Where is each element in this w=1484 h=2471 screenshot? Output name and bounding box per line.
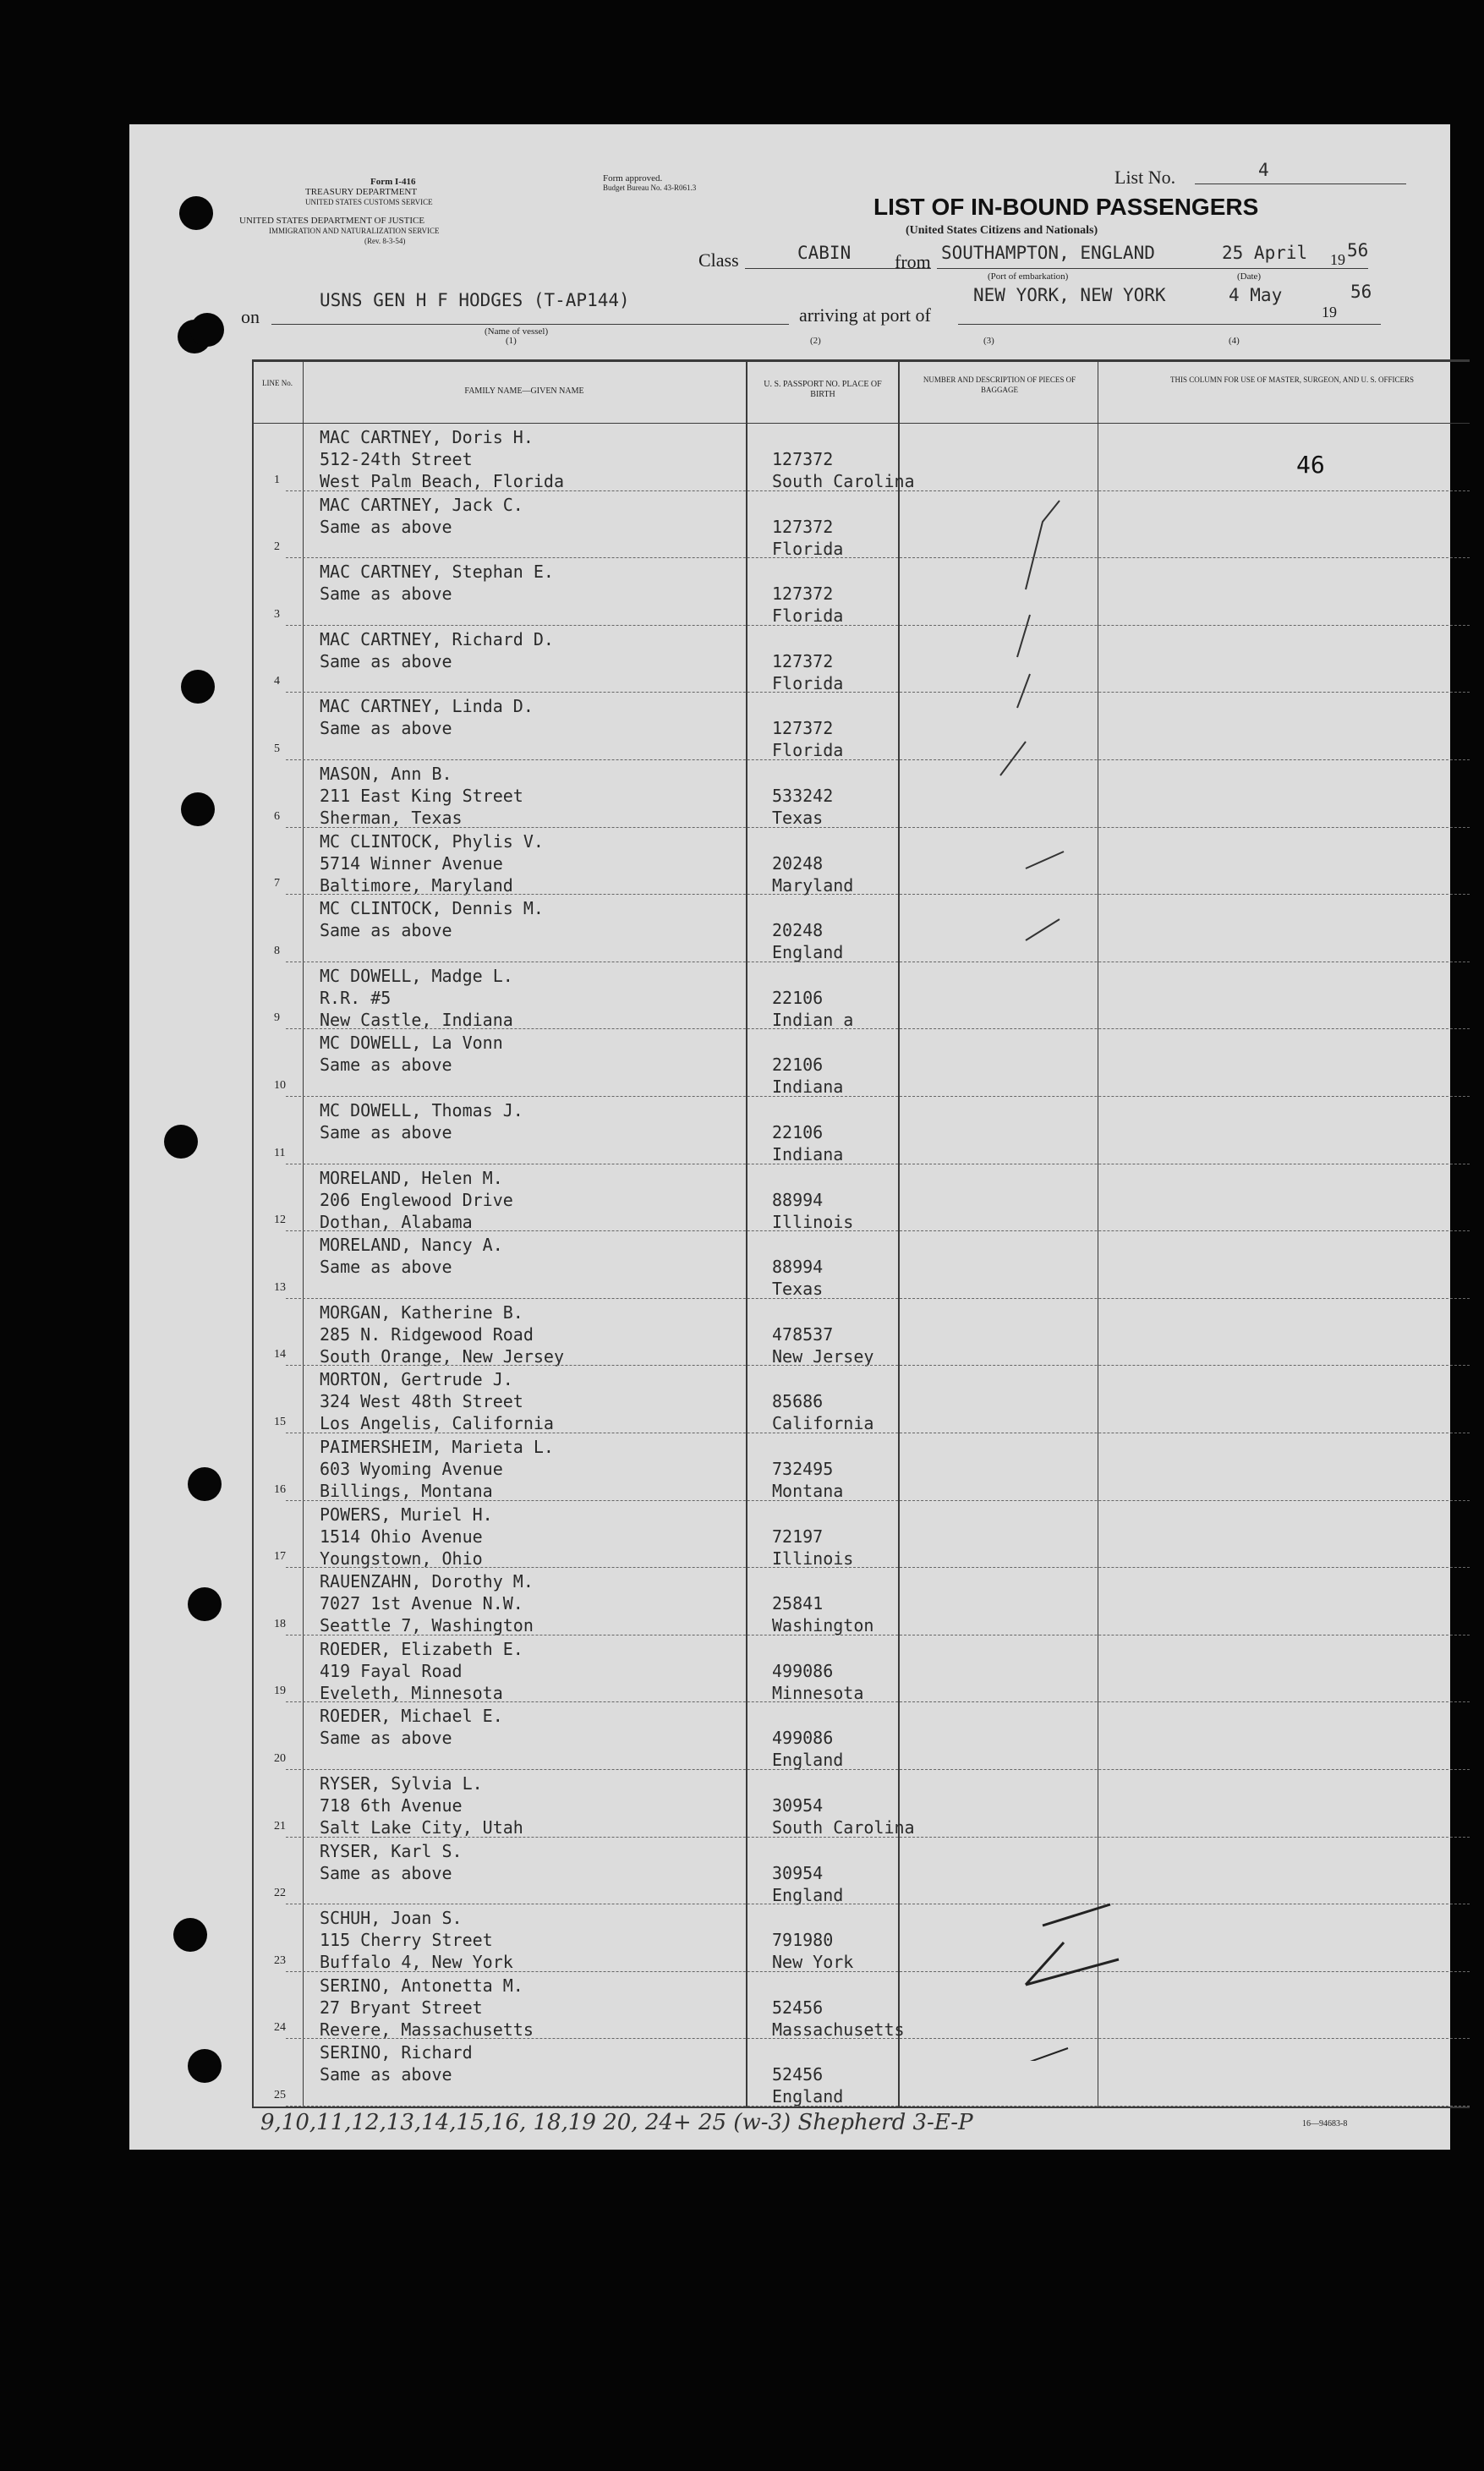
passport-number: 22106 <box>772 1055 824 1076</box>
place-of-birth: England <box>772 1884 844 1905</box>
check-marks <box>992 496 1161 2061</box>
passenger-list-form <box>129 124 1450 2150</box>
passenger-name: ROEDER, Elizabeth E. <box>320 1638 523 1659</box>
passenger-address: 419 Fayal Road <box>320 1660 463 1681</box>
passenger-address: 115 Cherry Street <box>320 1930 493 1951</box>
passenger-name: RYSER, Karl S. <box>320 1840 463 1861</box>
table-row <box>252 1636 1470 1704</box>
line-number: 24 <box>274 2021 286 2035</box>
passenger-address: Same as above <box>320 1728 452 1749</box>
row-divider <box>286 827 1470 828</box>
passenger-address: 7027 1st Avenue N.W. <box>320 1593 523 1614</box>
arrival-year-prefix: 19 <box>1322 304 1337 321</box>
table-top-border <box>252 359 1470 362</box>
passenger-address: Seattle 7, Washington <box>320 1615 534 1636</box>
passport-number: 25841 <box>772 1593 824 1614</box>
column-2-number: (2) <box>810 336 821 346</box>
passport-number: 30954 <box>772 1795 824 1816</box>
line-number: 11 <box>274 1146 286 1159</box>
punch-hole <box>190 313 224 347</box>
passenger-address: 718 6th Avenue <box>320 1795 463 1816</box>
from-underline <box>937 268 1368 269</box>
row-divider <box>286 1230 1470 1231</box>
table-row <box>252 2040 1470 2107</box>
passport-number: 30954 <box>772 1862 824 1883</box>
row-divider <box>286 625 1470 626</box>
line-number: 14 <box>274 1348 286 1362</box>
passenger-name: SCHUH, Joan S. <box>320 1908 463 1929</box>
passenger-name: MAC CARTNEY, Stephan E. <box>320 562 554 583</box>
row-divider <box>286 692 1470 693</box>
table-row <box>252 1569 1470 1636</box>
line-number: 23 <box>274 1953 286 1967</box>
handwritten-footer-note: 9,10,11,12,13,14,15,16, 18,19 20, 24+ 25 (w-3) Shepherd 3-E-P <box>260 2110 973 2135</box>
passenger-address: South Orange, New Jersey <box>320 1345 564 1367</box>
passenger-address: 27 Bryant Street <box>320 1997 483 2018</box>
passport-number: 20248 <box>772 920 824 941</box>
row-divider <box>286 894 1470 895</box>
place-of-birth: New York <box>772 1952 854 1973</box>
place-of-birth: Illinois <box>772 1548 854 1569</box>
passenger-address: Youngstown, Ohio <box>320 1548 483 1569</box>
punch-hole <box>164 1125 198 1159</box>
place-of-birth: New Jersey <box>772 1345 874 1367</box>
line-number: 15 <box>274 1415 286 1428</box>
punch-hole <box>188 1467 222 1501</box>
column-1-number: (1) <box>506 336 517 346</box>
place-of-birth: Texas <box>772 1279 824 1300</box>
passenger-name: MORELAND, Nancy A. <box>320 1235 503 1256</box>
passenger-address: Same as above <box>320 1862 452 1883</box>
revision-label: (Rev. 8-3-54) <box>364 237 406 245</box>
date-caption: (Date) <box>1237 271 1262 282</box>
passenger-address: 603 Wyoming Avenue <box>320 1459 503 1479</box>
place-of-birth: Florida <box>772 740 844 761</box>
passport-number: 52456 <box>772 1997 824 2018</box>
passenger-address: Baltimore, Maryland <box>320 874 513 896</box>
passport-number: 533242 <box>772 786 834 806</box>
passenger-name: MC DOWELL, La Vonn <box>320 1033 503 1054</box>
arrival-underline <box>958 324 1381 325</box>
arrival-port: NEW YORK, NEW YORK <box>973 285 1166 305</box>
passport-number: 127372 <box>772 449 834 469</box>
passenger-address: Revere, Massachusetts <box>320 2019 534 2040</box>
passenger-name: MAC CARTNEY, Linda D. <box>320 696 534 717</box>
passenger-name: MC DOWELL, Thomas J. <box>320 1100 523 1120</box>
punch-hole <box>188 2049 222 2083</box>
table-row <box>252 1165 1470 1233</box>
passenger-address: Dothan, Alabama <box>320 1211 473 1232</box>
punch-hole <box>188 1587 222 1621</box>
passenger-name: PAIMERSHEIM, Marieta L. <box>320 1437 554 1457</box>
form-number: Form I-416 <box>370 177 416 187</box>
place-of-birth: Florida <box>772 605 844 627</box>
passenger-name: RYSER, Sylvia L. <box>320 1773 483 1794</box>
row-divider <box>286 1769 1470 1770</box>
passenger-name: RAUENZAHN, Dorothy M. <box>320 1571 534 1592</box>
table-row <box>252 492 1470 560</box>
passport-number: 127372 <box>772 516 834 537</box>
line-number: 25 <box>274 2088 286 2101</box>
passenger-address: Same as above <box>320 1122 452 1142</box>
passenger-address: Same as above <box>320 718 452 739</box>
passenger-address: Same as above <box>320 920 452 941</box>
line-number: 9 <box>274 1011 280 1025</box>
passenger-address: Eveleth, Minnesota <box>320 1682 503 1703</box>
approved-label: Form approved. <box>603 173 663 184</box>
passenger-address: 206 Englewood Drive <box>320 1189 513 1210</box>
passenger-address: Los Angelis, California <box>320 1413 554 1434</box>
class-label: Class <box>698 249 739 271</box>
passenger-name: MC CLINTOCK, Phylis V. <box>320 830 544 852</box>
line-number: 1 <box>274 473 280 486</box>
passenger-address: Same as above <box>320 1257 452 1278</box>
line-number: 17 <box>274 1550 286 1564</box>
line-number: 16 <box>274 1482 286 1496</box>
passenger-address: 324 West 48th Street <box>320 1391 523 1412</box>
on-label: on <box>241 306 260 327</box>
line-number: 6 <box>274 809 280 823</box>
passenger-address: Same as above <box>320 2064 452 2085</box>
vessel-caption: (Name of vessel) <box>485 326 549 337</box>
arrival-date: 4 May <box>1229 285 1283 305</box>
table-row <box>252 1771 1470 1838</box>
place-of-birth: South Carolina <box>772 1817 915 1838</box>
passenger-name: MAC CARTNEY, Jack C. <box>320 494 523 515</box>
passenger-address: 285 N. Ridgewood Road <box>320 1323 534 1345</box>
passenger-name: MORELAND, Helen M. <box>320 1167 503 1188</box>
passport-number: 499086 <box>772 1728 834 1749</box>
place-of-birth: Indiana <box>772 1144 844 1164</box>
passport-number: 88994 <box>772 1189 824 1210</box>
passenger-address: Same as above <box>320 1055 452 1076</box>
place-of-birth: Indian a <box>772 1009 854 1030</box>
table-row <box>252 627 1470 694</box>
table-row <box>252 693 1470 761</box>
arrival-year: 56 <box>1350 282 1372 302</box>
table-row <box>252 1232 1470 1300</box>
ins-label: IMMIGRATION AND NATURALIZATION SERVICE <box>269 227 440 235</box>
line-number: 22 <box>274 1887 286 1900</box>
line-number: 8 <box>274 944 280 957</box>
passenger-address: R.R. #5 <box>320 987 392 1008</box>
passport-number: 127372 <box>772 650 834 671</box>
row-divider <box>286 1096 1470 1097</box>
table-row <box>252 829 1470 896</box>
table-row <box>252 1502 1470 1570</box>
passenger-address: Same as above <box>320 584 452 605</box>
passenger-address: Salt Lake City, Utah <box>320 1817 523 1838</box>
place-of-birth: Massachusetts <box>772 2019 905 2040</box>
table-row <box>252 425 1470 492</box>
row-divider <box>286 2038 1470 2039</box>
passenger-name: MC DOWELL, Madge L. <box>320 965 513 986</box>
passenger-address: Billings, Montana <box>320 1481 493 1501</box>
passport-number: 732495 <box>772 1459 834 1479</box>
table-row <box>252 1838 1470 1906</box>
row-divider <box>286 1567 1470 1568</box>
column-4-number: (4) <box>1229 336 1240 346</box>
row-divider <box>286 1298 1470 1299</box>
table-row <box>252 1367 1470 1434</box>
customs-label: UNITED STATES CUSTOMS SERVICE <box>305 198 433 206</box>
header-name: FAMILY NAME—GIVEN NAME <box>464 386 584 396</box>
header-passport: U. S. PASSPORT NO. PLACE OF BIRTH <box>764 380 882 399</box>
place-of-birth: Florida <box>772 538 844 559</box>
passport-number: 791980 <box>772 1930 834 1951</box>
passport-number: 88994 <box>772 1257 824 1278</box>
passport-number: 20248 <box>772 852 824 874</box>
embarkation-date: 25 April <box>1222 243 1308 263</box>
punch-hole <box>173 1918 207 1952</box>
passenger-address: New Castle, Indiana <box>320 1009 513 1030</box>
row-divider <box>286 557 1470 558</box>
from-label: from <box>895 251 931 272</box>
place-of-birth: Texas <box>772 808 824 828</box>
table-row <box>252 1030 1470 1098</box>
embarkation-year: 56 <box>1347 240 1369 260</box>
list-no-value: 4 <box>1258 160 1269 180</box>
punch-hole <box>181 670 215 704</box>
table-row <box>252 1098 1470 1165</box>
passport-number: 127372 <box>772 584 834 605</box>
embarkation-port: SOUTHAMPTON, ENGLAND <box>941 243 1155 263</box>
vessel-underline <box>271 324 789 325</box>
table-row <box>252 1973 1470 2041</box>
place-of-birth: Washington <box>772 1615 874 1636</box>
treasury-label: TREASURY DEPARTMENT <box>305 187 418 197</box>
place-of-birth: California <box>772 1413 874 1434</box>
row-divider <box>286 1028 1470 1029</box>
line-number: 19 <box>274 1685 286 1698</box>
passenger-name: SERINO, Richard <box>320 2042 473 2063</box>
table-row <box>252 1703 1470 1771</box>
place-of-birth: England <box>772 942 844 963</box>
arriving-label: arriving at port of <box>799 304 931 326</box>
table-row <box>252 963 1470 1031</box>
justice-label: UNITED STATES DEPARTMENT OF JUSTICE <box>239 216 425 226</box>
place-of-birth: South Carolina <box>772 471 915 491</box>
passenger-name: ROEDER, Michael E. <box>320 1706 503 1727</box>
table-row <box>252 1434 1470 1502</box>
header-officers: THIS COLUMN FOR USE OF MASTER, SURGEON, AND U. S. OFFICERS <box>1169 375 1415 384</box>
table-row <box>252 896 1470 963</box>
passport-number: 127372 <box>772 718 834 739</box>
row-divider <box>286 1500 1470 1501</box>
line-number: 13 <box>274 1280 286 1294</box>
place-of-birth: Minnesota <box>772 1682 864 1703</box>
passport-number: 72197 <box>772 1526 824 1547</box>
line-number: 12 <box>274 1214 286 1227</box>
place-of-birth: England <box>772 2086 844 2107</box>
line-number: 5 <box>274 742 280 755</box>
form-title: LIST OF IN-BOUND PASSENGERS <box>873 194 1259 220</box>
passenger-name: MASON, Ann B. <box>320 764 452 784</box>
passenger-name: MAC CARTNEY, Richard D. <box>320 628 554 649</box>
budget-label: Budget Bureau No. 43-R061.3 <box>603 184 697 192</box>
line-number: 7 <box>274 877 280 890</box>
place-of-birth: Maryland <box>772 874 854 896</box>
class-value: CABIN <box>797 243 852 263</box>
embarkation-year-prefix: 19 <box>1330 251 1345 268</box>
row-divider <box>286 759 1470 760</box>
row-divider <box>286 1365 1470 1366</box>
form-subtitle: (United States Citizens and Nationals) <box>906 224 1098 237</box>
passenger-address: Same as above <box>320 650 452 671</box>
passenger-address: Sherman, Texas <box>320 808 463 828</box>
header-line-no: LINE No. <box>262 379 293 387</box>
passenger-address: 512-24th Street <box>320 449 473 469</box>
passport-number: 499086 <box>772 1660 834 1681</box>
passport-number: 85686 <box>772 1391 824 1412</box>
passenger-count-annotation: 46 <box>1296 451 1325 479</box>
passenger-name: POWERS, Muriel H. <box>320 1504 493 1525</box>
footer-code: 16—94683-8 <box>1302 2119 1348 2129</box>
line-number: 21 <box>274 1819 286 1833</box>
passenger-table <box>252 359 1470 2110</box>
passport-number: 22106 <box>772 987 824 1008</box>
column-3-number: (3) <box>983 336 994 346</box>
line-number: 2 <box>274 540 280 554</box>
place-of-birth: England <box>772 1750 844 1771</box>
passenger-name: SERINO, Antonetta M. <box>320 1975 523 1996</box>
place-of-birth: Illinois <box>772 1211 854 1232</box>
header-baggage: NUMBER AND DESCRIPTION OF PIECES OF BAGGAGE <box>923 375 1076 394</box>
passenger-name: MC CLINTOCK, Dennis M. <box>320 898 544 919</box>
passenger-address: 1514 Ohio Avenue <box>320 1526 483 1547</box>
passport-number: 52456 <box>772 2064 824 2085</box>
line-number: 4 <box>274 675 280 688</box>
place-of-birth: Florida <box>772 672 844 693</box>
list-no-label: List No. <box>1114 167 1176 188</box>
passenger-name: MORGAN, Katherine B. <box>320 1301 523 1323</box>
passenger-name: MORTON, Gertrude J. <box>320 1369 513 1390</box>
row-divider <box>286 490 1470 491</box>
row-divider <box>286 2106 1470 2107</box>
table-row <box>252 1300 1470 1367</box>
row-divider <box>286 1701 1470 1702</box>
place-of-birth: Indiana <box>772 1077 844 1098</box>
passport-number: 22106 <box>772 1122 824 1142</box>
passenger-name: MAC CARTNEY, Doris H. <box>320 427 534 447</box>
passenger-address: 5714 Winner Avenue <box>320 852 503 874</box>
row-divider <box>286 1971 1470 1972</box>
line-number: 10 <box>274 1078 286 1092</box>
passenger-address: West Palm Beach, Florida <box>320 471 564 491</box>
passenger-address: Buffalo 4, New York <box>320 1952 513 1973</box>
table-header-border <box>252 423 1470 424</box>
passenger-address: 211 East King Street <box>320 786 523 806</box>
punch-hole <box>179 196 213 230</box>
line-number: 20 <box>274 1751 286 1765</box>
line-number: 18 <box>274 1617 286 1630</box>
table-row <box>252 559 1470 627</box>
vessel-name: USNS GEN H F HODGES (T-AP144) <box>320 290 630 310</box>
table-row <box>252 1905 1470 1973</box>
port-embarkation-caption: (Port of embarkation) <box>988 271 1069 282</box>
punch-hole <box>181 792 215 826</box>
table-row <box>252 761 1470 829</box>
row-divider <box>286 1837 1470 1838</box>
passenger-address: Same as above <box>320 516 452 537</box>
place-of-birth: Montana <box>772 1481 844 1501</box>
passport-number: 478537 <box>772 1323 834 1345</box>
line-number: 3 <box>274 607 280 621</box>
